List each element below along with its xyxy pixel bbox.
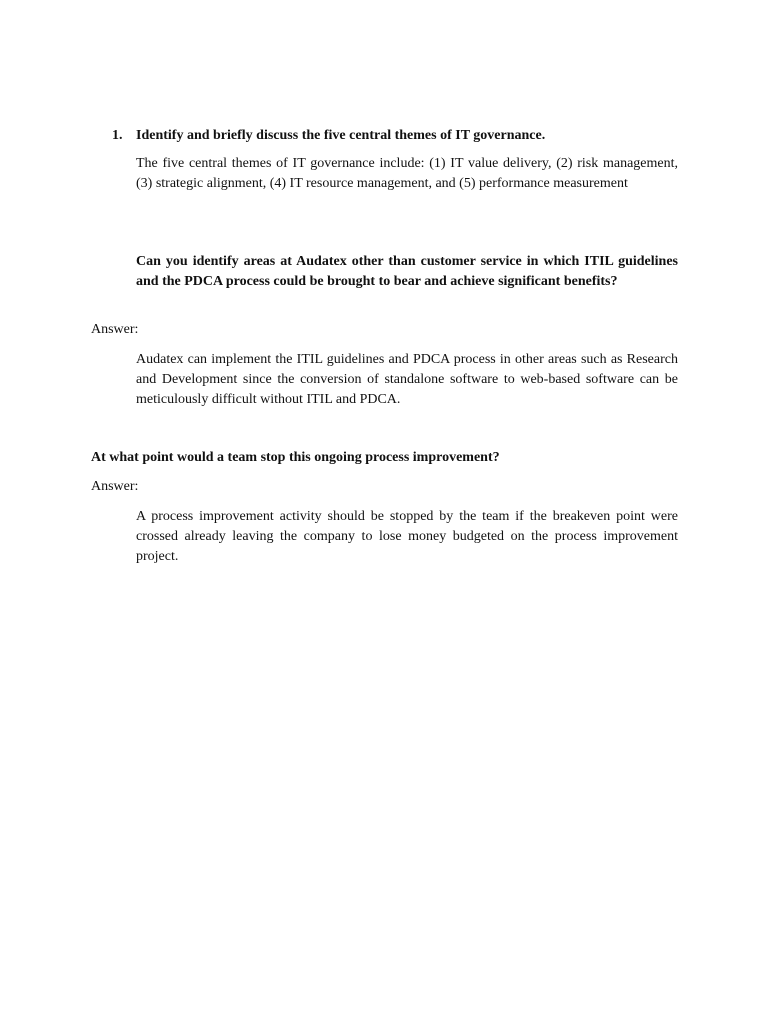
answer-3-text: A process improvement activity should be stopped by the team if the breakeven point were crossed already leaving the company to lose money budgeted on the process improvement project. <box>136 509 678 564</box>
answer-2-label: Answer: <box>91 322 139 337</box>
answer-3-label: Answer: <box>91 479 139 494</box>
answer-2-text: Audatex can implement the ITIL guidelines and PDCA process in other areas such as Research and Development since the conversion of standalone software to web-based software can be meticulously difficult without ITIL and PDCA. <box>136 352 678 407</box>
question-1-number: 1. <box>112 128 123 143</box>
question-3-text: At what point would a team stop this ongoing process improvement? <box>91 450 500 465</box>
question-2-text: Can you identify areas at Audatex other than customer service in which ITIL guidelines and the PDCA process could be brought to bear and achieve significant benefits? <box>136 254 678 289</box>
answer-1-text: The five central themes of IT governance include: (1) IT value delivery, (2) risk management, (3) strategic alignment, (4) IT resource management, and (5) performance measurement <box>136 156 678 191</box>
question-1 <box>112 126 678 146</box>
question-1-text: Identify and briefly discuss the five central themes of IT governance. <box>136 128 546 143</box>
